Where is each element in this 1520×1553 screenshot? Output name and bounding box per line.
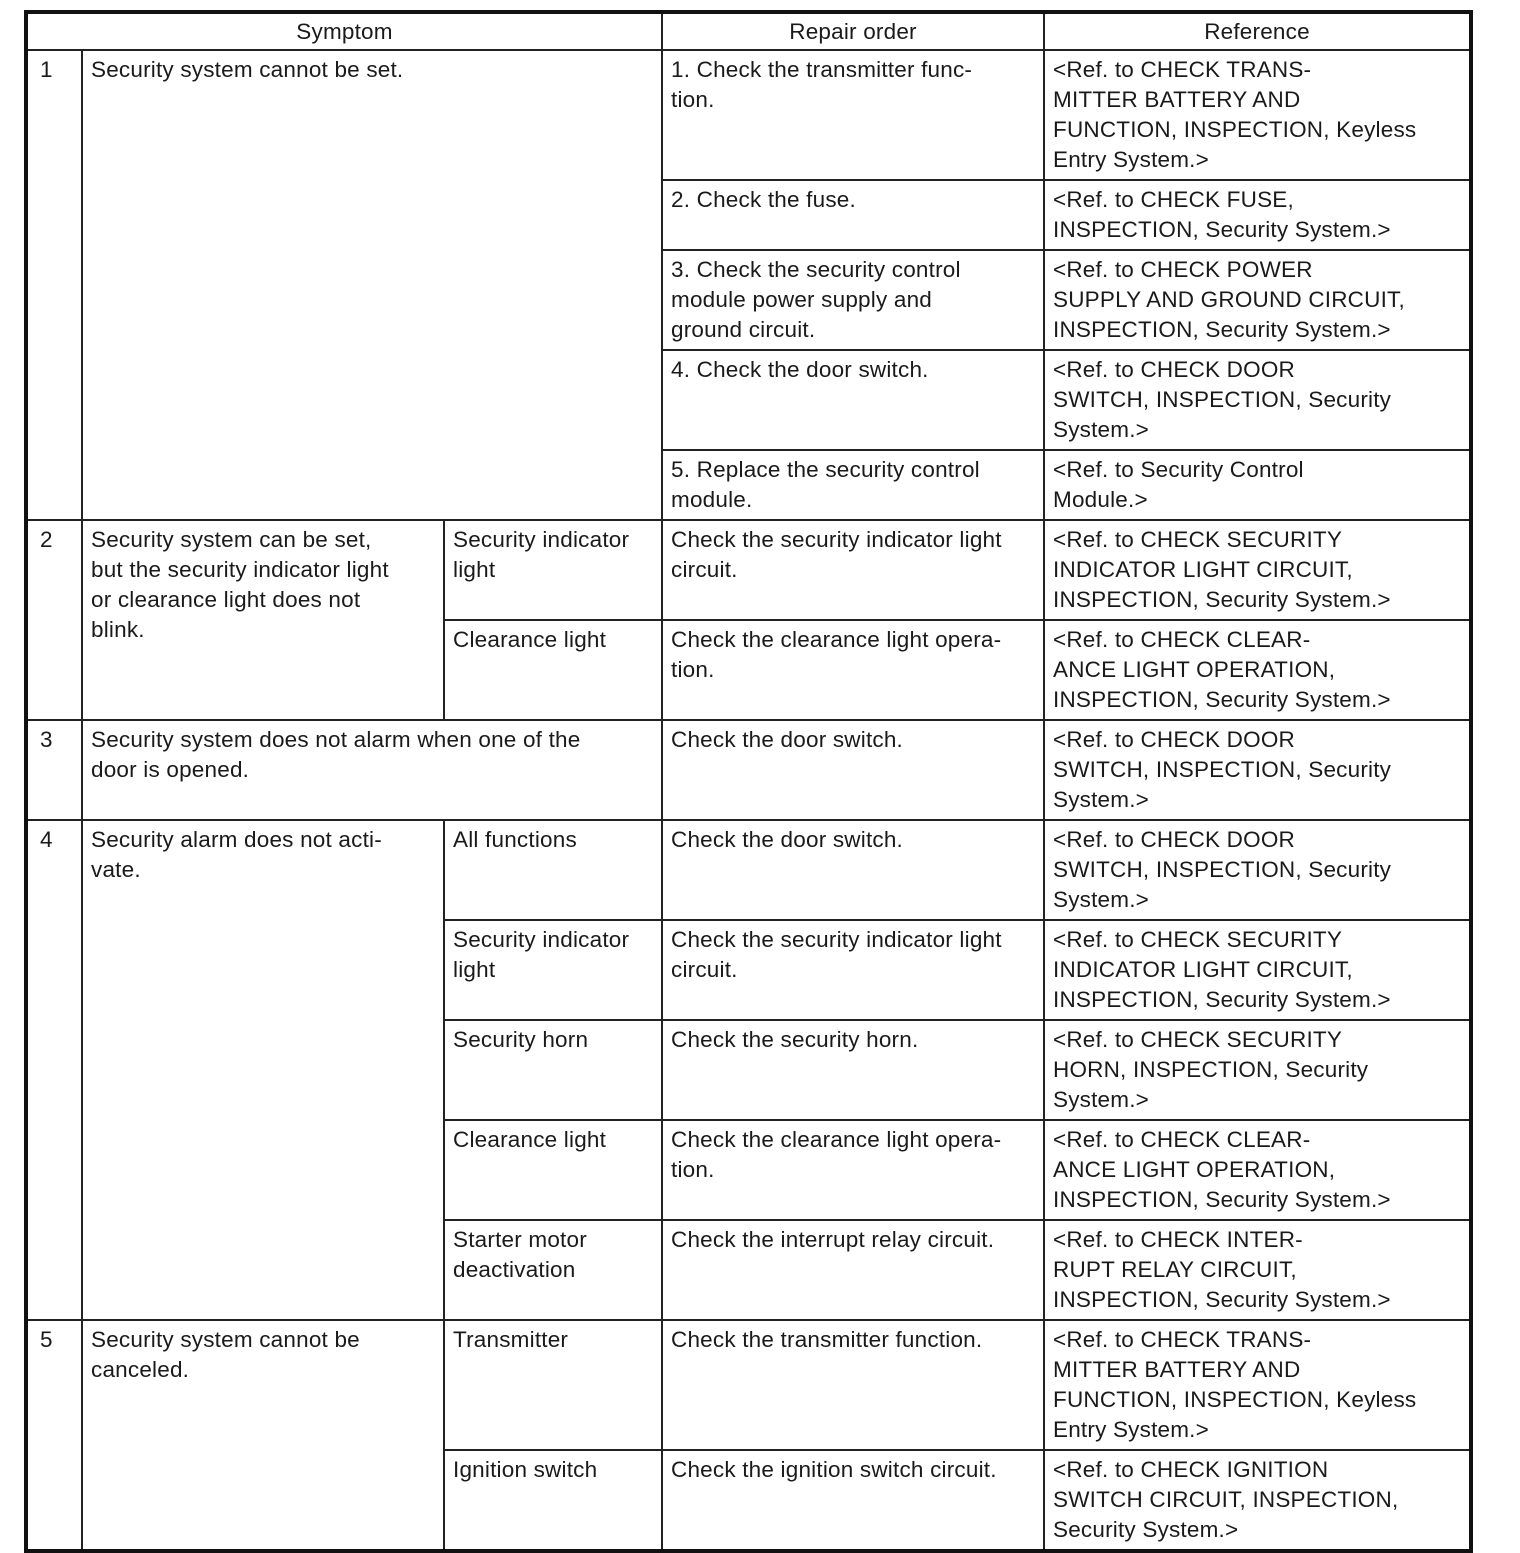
reference-cell: <Ref. to CHECK SECURITY INDICATOR LIGHT CIRCUIT, INSPECTION, Security System.> [1044,520,1471,620]
symptom-cell: Security system does not alarm when one of the door is opened. [82,720,662,820]
row-number: 2 [26,520,82,720]
reference-cell: <Ref. to CHECK SECURITY HORN, INSPECTION, Security System.> [1044,1020,1471,1120]
symptom-cell: Security system cannot be set. [82,50,662,520]
table-row [26,520,1471,620]
row-number: 5 [26,1320,82,1551]
symptom-cell: Security system can be set, but the security indicator light or clearance light does not blink. [82,520,444,720]
header-symptom: Symptom [26,12,662,50]
repair-order-cell: Check the security indicator light circuit. [662,520,1044,620]
header-repair-order: Repair order [662,12,1044,50]
reference-cell: <Ref. to CHECK CLEAR- ANCE LIGHT OPERATION, INSPECTION, Security System.> [1044,620,1471,720]
reference-cell: <Ref. to CHECK TRANS- MITTER BATTERY AND FUNCTION, INSPECTION, Keyless Entry System.> [1044,50,1471,180]
row-number: 3 [26,720,82,820]
repair-order-cell: Check the clearance light opera- tion. [662,1120,1044,1220]
repair-order-cell: Check the door switch. [662,720,1044,820]
repair-order-cell: Check the ignition switch circuit. [662,1450,1044,1551]
reference-cell: <Ref. to CHECK TRANS- MITTER BATTERY AND FUNCTION, INSPECTION, Keyless Entry System.> [1044,1320,1471,1450]
repair-order-cell: 5. Replace the security control module. [662,450,1044,520]
header-reference: Reference [1044,12,1471,50]
reference-cell: <Ref. to CHECK DOOR SWITCH, INSPECTION, Security System.> [1044,720,1471,820]
reference-cell: <Ref. to CHECK IGNITION SWITCH CIRCUIT, INSPECTION, Security System.> [1044,1450,1471,1551]
repair-order-cell: Check the transmitter function. [662,1320,1044,1450]
reference-cell: <Ref. to CHECK DOOR SWITCH, INSPECTION, Security System.> [1044,820,1471,920]
symptom-cell: Security alarm does not acti- vate. [82,820,444,1320]
repair-order-cell: Check the security indicator light circuit. [662,920,1044,1020]
repair-order-cell: Check the interrupt relay circuit. [662,1220,1044,1320]
repair-order-cell: 4. Check the door switch. [662,350,1044,450]
sub-symptom-cell: Clearance light [444,1120,662,1220]
repair-order-cell: Check the door switch. [662,820,1044,920]
table-row [26,50,1471,180]
sub-symptom-cell: Ignition switch [444,1450,662,1551]
sub-symptom-cell: Starter motor deactivation [444,1220,662,1320]
reference-cell: <Ref. to CHECK CLEAR- ANCE LIGHT OPERATION, INSPECTION, Security System.> [1044,1120,1471,1220]
repair-order-cell: 2. Check the fuse. [662,180,1044,250]
sub-symptom-cell: Security horn [444,1020,662,1120]
repair-order-cell: 3. Check the security control module power supply and ground circuit. [662,250,1044,350]
sub-symptom-cell: Security indicator light [444,920,662,1020]
sub-symptom-cell: All functions [444,820,662,920]
repair-order-cell: 1. Check the transmitter func- tion. [662,50,1044,180]
repair-order-cell: Check the clearance light opera- tion. [662,620,1044,720]
sub-symptom-cell: Clearance light [444,620,662,720]
reference-cell: <Ref. to CHECK POWER SUPPLY AND GROUND CIRCUIT, INSPECTION, Security System.> [1044,250,1471,350]
reference-cell: <Ref. to CHECK FUSE, INSPECTION, Security System.> [1044,180,1471,250]
row-number: 4 [26,820,82,1320]
table-row [26,1320,1471,1450]
reference-cell: <Ref. to CHECK INTER- RUPT RELAY CIRCUIT, INSPECTION, Security System.> [1044,1220,1471,1320]
header-row [26,12,1471,50]
sub-symptom-cell: Security indicator light [444,520,662,620]
row-number: 1 [26,50,82,520]
table-row [26,720,1471,820]
repair-order-cell: Check the security horn. [662,1020,1044,1120]
reference-cell: <Ref. to CHECK SECURITY INDICATOR LIGHT CIRCUIT, INSPECTION, Security System.> [1044,920,1471,1020]
table-row [26,820,1471,920]
troubleshooting-table [24,10,1473,1553]
reference-cell: <Ref. to CHECK DOOR SWITCH, INSPECTION, Security System.> [1044,350,1471,450]
sub-symptom-cell: Transmitter [444,1320,662,1450]
reference-cell: <Ref. to Security Control Module.> [1044,450,1471,520]
symptom-cell: Security system cannot be canceled. [82,1320,444,1551]
